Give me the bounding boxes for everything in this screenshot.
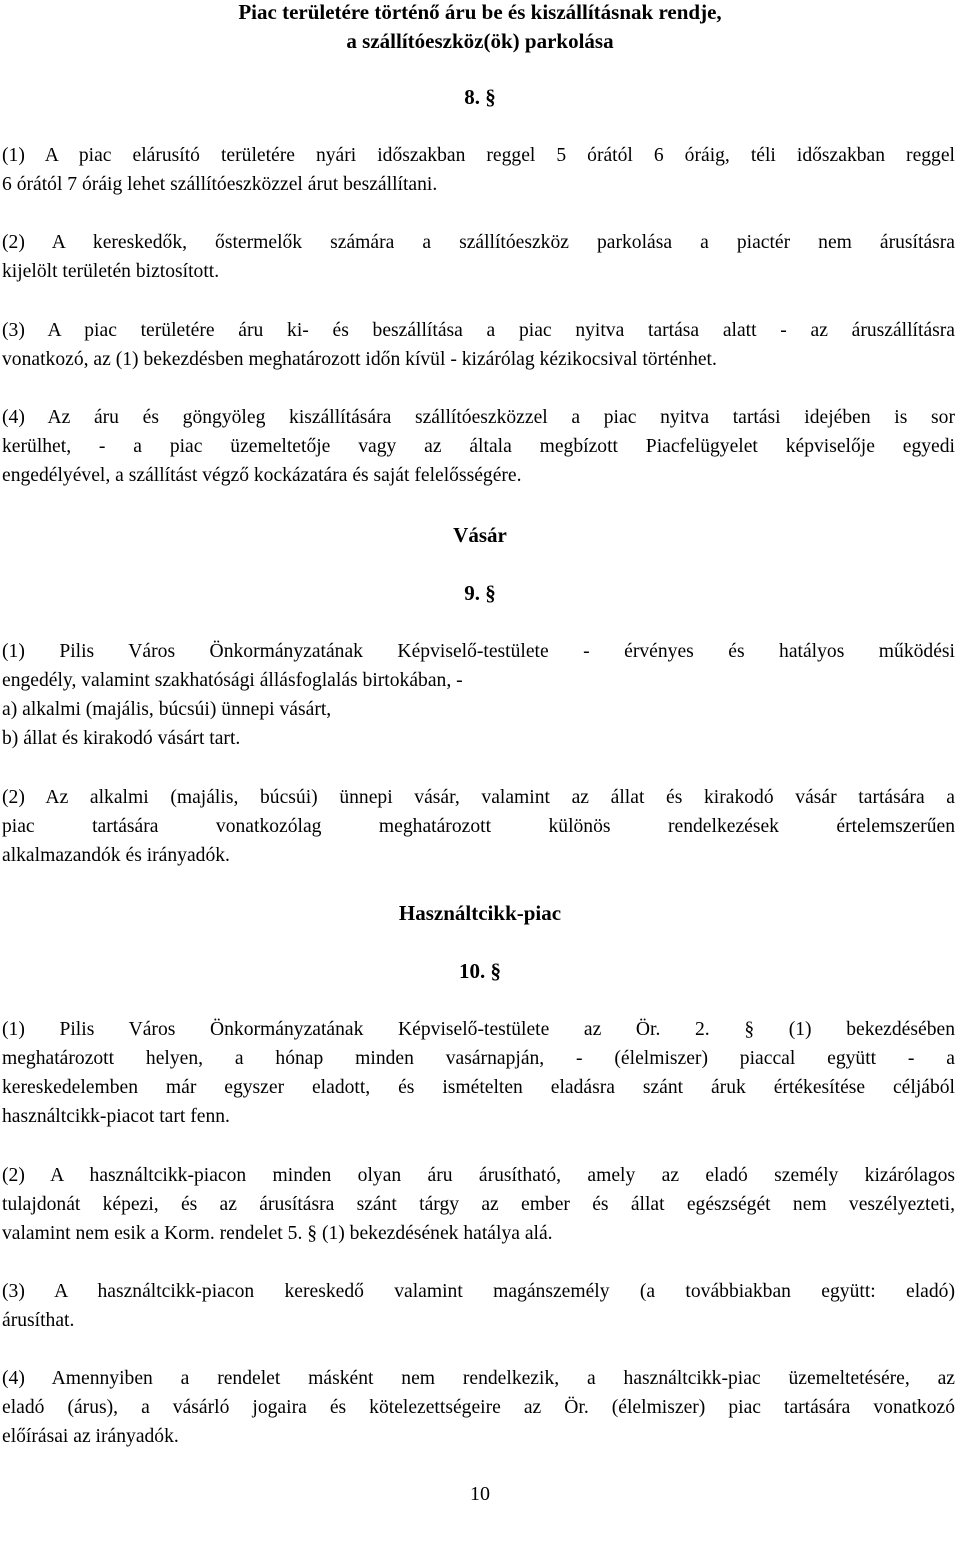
text-line: előírásai az irányadók. xyxy=(2,1426,179,1447)
section-10-paragraph-4 xyxy=(2,1364,955,1451)
text-line: a) alkalmi (majális, búcsúi) ünnepi vásárt, xyxy=(2,699,332,720)
section-10-paragraph-3 xyxy=(2,1277,955,1335)
section-10-paragraph-1 xyxy=(2,1015,955,1131)
section-10-heading: Használtcikk-piac xyxy=(398,901,562,925)
document-title xyxy=(0,0,960,56)
text-line: (4) Az áru és göngyöleg kiszállítására szállítóeszközzel a piac nyitva tartási idejében is sor xyxy=(2,407,955,428)
text-line: (4) Amennyiben a rendelet másként nem rendelkezik, a használtcikk-piac üzemeltetésére, az xyxy=(2,1368,955,1389)
text-line: b) állat és kirakodó vásárt tart. xyxy=(2,728,241,749)
text-line: piac tartására vonatkozólag meghatározott különös rendelkezések értelemszerűen xyxy=(2,816,955,837)
section-8-paragraph-1 xyxy=(2,141,955,199)
text-line: (2) Az alkalmi (majális, búcsúi) ünnepi vásár, valamint az állat és kirakodó vásár tartására a xyxy=(2,787,955,808)
text-line: (2) A kereskedők, őstermelők számára a szállítóeszköz parkolása a piactér nem árusításra xyxy=(2,232,955,253)
text-line: kijelölt területén biztosított. xyxy=(2,261,220,282)
section-9-number: 9. § xyxy=(464,581,496,605)
text-line: (3) A piac területére áru ki- és beszállítása a piac nyitva tartása alatt - az áruszállításra xyxy=(2,320,955,341)
section-9-heading: Vásár xyxy=(453,523,507,547)
text-line: meghatározott helyen, a hónap minden vasárnapján, - (élelmiszer) piaccal együtt - a xyxy=(2,1048,955,1069)
section-9-paragraph-1 xyxy=(2,637,955,753)
section-9-paragraph-2 xyxy=(2,783,955,870)
text-line: (3) A használtcikk-piacon kereskedő valamint magánszemély (a továbbiakban együtt: eladó) xyxy=(2,1281,955,1302)
text-line: eladó (árus), a vásárló jogaira és kötelezettségeire az Ör. (élelmiszer) piac tartására vonatkozó xyxy=(2,1397,955,1418)
section-10-paragraph-2 xyxy=(2,1161,955,1248)
section-8-number: 8. § xyxy=(464,85,496,109)
text-line: valamint nem esik a Korm. rendelet 5. § (1) bekezdésének hatálya alá. xyxy=(2,1223,553,1244)
page-number: 10 xyxy=(470,1483,490,1505)
title-line-1: Piac területére történő áru be és kiszállításnak rendje, xyxy=(238,0,722,24)
text-line: kereskedelemben már egyszer eladott, és ismételten eladásra szánt áruk értékesítése céljából xyxy=(2,1077,955,1098)
text-line: alkalmazandók és irányadók. xyxy=(2,845,230,866)
text-line: (2) A használtcikk-piacon minden olyan áru árusítható, amely az eladó személy kizárólagos xyxy=(2,1165,955,1186)
text-line: (1) A piac elárusító területére nyári időszakban reggel 5 órától 6 óráig, téli időszakban reggel xyxy=(2,145,955,166)
section-10-number: 10. § xyxy=(459,959,501,983)
text-line: engedély, valamint szakhatósági állásfoglalás birtokában, - xyxy=(2,670,463,691)
section-8-paragraph-3 xyxy=(2,316,955,374)
text-line: kerülhet, - a piac üzemeltetője vagy az általa megbízott Piacfelügyelet képviselője egyedi xyxy=(2,436,955,457)
text-line: 6 órától 7 óráig lehet szállítóeszközzel árut beszállítani. xyxy=(2,174,438,195)
title-line-2: a szállítóeszköz(ök) parkolása xyxy=(346,29,614,53)
section-8-paragraph-4 xyxy=(2,403,955,490)
text-line: (1) Pilis Város Önkormányzatának Képviselő-testülete - érvényes és hatályos működési xyxy=(2,641,955,662)
section-8-paragraph-2 xyxy=(2,228,955,286)
text-line: engedélyével, a szállítást végző kockázatára és saját felelősségére. xyxy=(2,465,522,486)
text-line: árusíthat. xyxy=(2,1310,75,1331)
text-line: tulajdonát képezi, és az árusításra szánt tárgy az ember és állat egészségét nem veszélyezteti, xyxy=(2,1194,955,1215)
text-line: (1) Pilis Város Önkormányzatának Képviselő-testülete az Ör. 2. § (1) bekezdésében xyxy=(2,1019,955,1040)
text-line: vonatkozó, az (1) bekezdésben meghatározott időn kívül - kizárólag kézikocsival történhet. xyxy=(2,349,717,370)
text-line: használtcikk-piacot tart fenn. xyxy=(2,1106,230,1127)
